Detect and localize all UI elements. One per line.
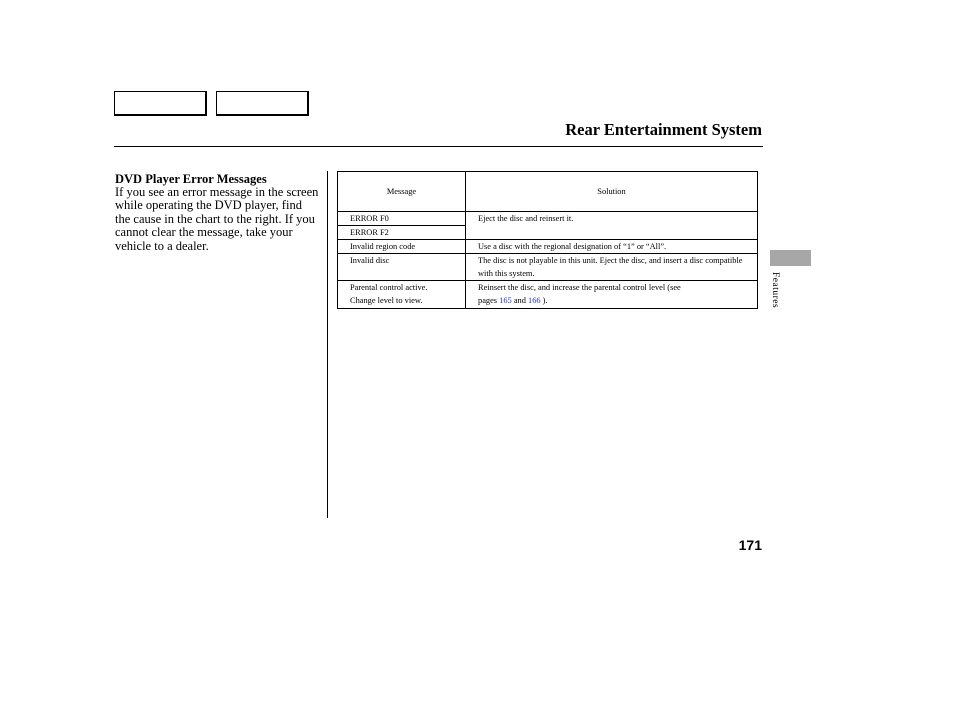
section-dvd-error-messages [115, 172, 320, 253]
main-menu-button[interactable] [114, 91, 207, 116]
features-tab[interactable] [770, 250, 811, 266]
features-tab-label: Features [770, 272, 780, 309]
index-button[interactable] [216, 91, 309, 116]
solution-suffix: ). [540, 296, 548, 305]
header-message: Message [338, 172, 466, 212]
page-number: 171 [738, 537, 762, 553]
message-line: Change level to view. [350, 296, 423, 305]
title-divider [114, 146, 763, 147]
solution-cell: Use a disc with the regional designation of “1” or “All”. [466, 240, 758, 254]
error-message-table [337, 171, 758, 309]
table-row [338, 254, 758, 281]
section-heading: DVD Player Error Messages [115, 172, 267, 186]
page-link-165[interactable]: 165 [499, 296, 512, 305]
page-link-166[interactable]: 166 [528, 296, 541, 305]
solution-line: Reinsert the disc, and increase the parental control level (see [478, 283, 681, 292]
solution-line [478, 294, 757, 307]
message-cell: ERROR F0 [338, 212, 466, 226]
message-cell: Invalid disc [338, 254, 466, 281]
table-row [338, 240, 758, 254]
solution-cell: The disc is not playable in this unit. Eject the disc, and insert a disc compatible with this system. [466, 254, 758, 281]
solution-cell [466, 281, 758, 309]
message-cell [338, 281, 466, 309]
message-cell: ERROR F2 [338, 226, 466, 240]
section-body: If you see an error message in the screen while operating the DVD player, find the cause in the chart to the right. If you cannot clear the message, take your vehicle to a dealer. [115, 185, 319, 253]
solution-prefix: pages [478, 296, 500, 305]
table-header-row [338, 172, 758, 212]
column-divider [327, 171, 328, 518]
header-solution: Solution [466, 172, 758, 212]
solution-middle: and [511, 296, 529, 305]
message-line: Parental control active. [350, 283, 428, 292]
table-row [338, 281, 758, 309]
solution-cell [466, 212, 758, 240]
message-cell: Invalid region code [338, 240, 466, 254]
solution-text: Eject the disc and reinsert it. [478, 214, 574, 223]
page-title: Rear Entertainment System [565, 120, 762, 139]
table-row [338, 212, 758, 226]
